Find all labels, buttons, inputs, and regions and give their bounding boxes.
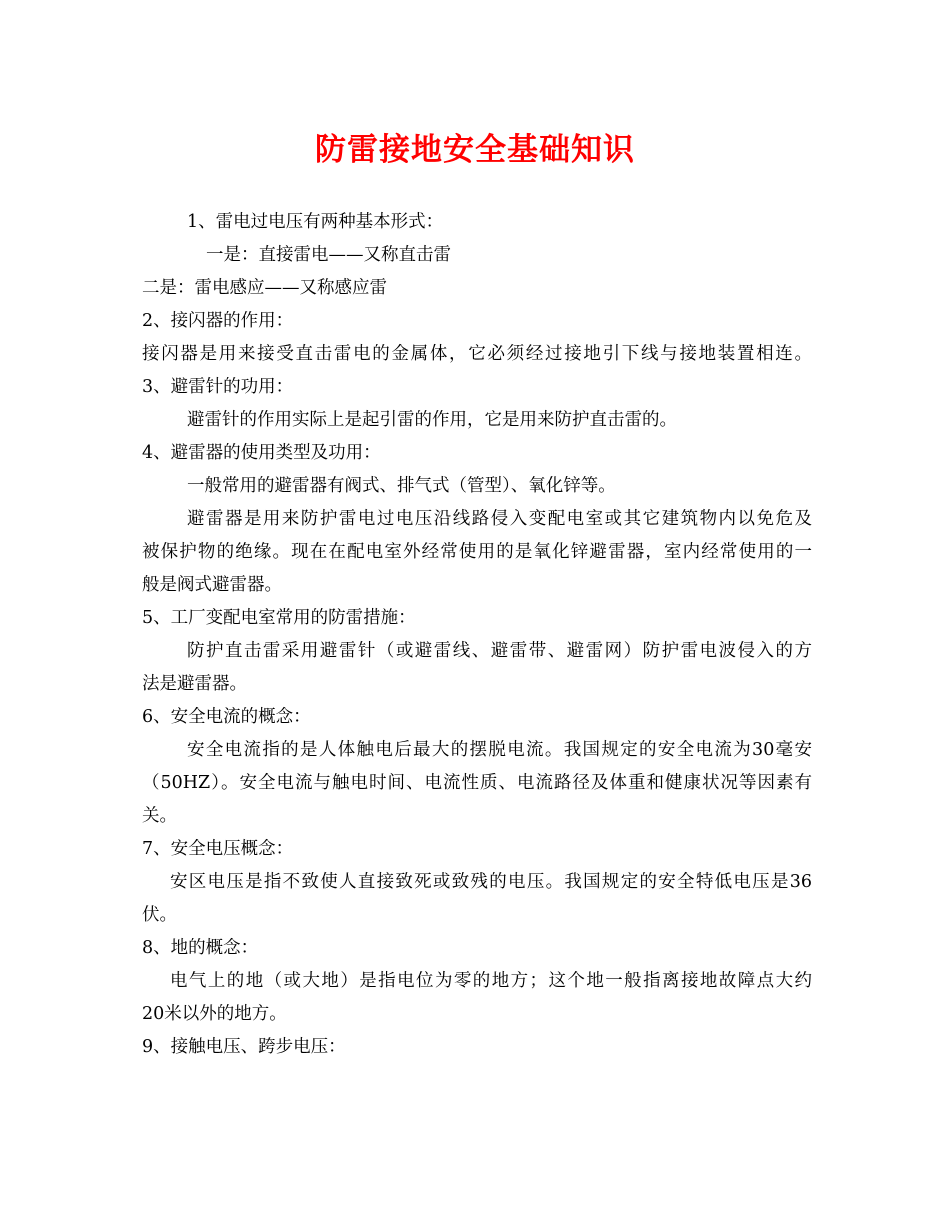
paragraph-line: 二是：雷电感应——又称感应雷	[142, 278, 387, 298]
paragraph-line: 避雷器是用来防护雷电过电压沿线路侵入变配电室或其它建筑物内以免危及	[187, 509, 812, 529]
paragraph-line: 被保护物的绝缘。现在在配电室外经常使用的是氧化锌避雷器，室内经常使用的一	[142, 542, 812, 562]
section-heading-6: 6、安全电流的概念：	[142, 707, 311, 727]
paragraph-line: 接闪器是用来接受直击雷电的金属体，它必须经过接地引下线与接地装置相连。	[142, 344, 812, 364]
paragraph-line: 关。	[142, 806, 177, 826]
paragraph-line: 电气上的地（或大地）是指电位为零的地方；这个地一般指离接地故障点大约	[170, 971, 812, 991]
paragraph-line: 一是：直接雷电——又称直击雷	[206, 245, 451, 265]
section-heading-9: 9、接触电压、跨步电压：	[142, 1037, 346, 1057]
section-heading-7: 7、安全电压概念：	[142, 839, 294, 859]
section-heading-1: 1、雷电过电压有两种基本形式：	[187, 212, 444, 232]
paragraph-line: 法是避雷器。	[142, 674, 247, 694]
paragraph-line: 20米以外的地方。	[142, 1004, 287, 1024]
paragraph-line: 一般常用的避雷器有阀式、排气式（管型）、氧化锌等。	[187, 476, 616, 496]
paragraph-line: 伏。	[142, 905, 177, 925]
document-title: 防雷接地安全基础知识	[315, 132, 635, 168]
section-heading-2: 2、接闪器的作用：	[142, 311, 294, 331]
paragraph-line: 般是阀式避雷器。	[142, 575, 282, 595]
paragraph-line: 防护直击雷采用避雷针（或避雷线、避雷带、避雷网）防护雷电波侵入的方	[187, 641, 812, 661]
section-heading-5: 5、工厂变配电室常用的防雷措施：	[142, 608, 416, 628]
document-body	[142, 206, 812, 1064]
paragraph-line: 避雷针的作用实际上是起引雷的作用，它是用来防护直击雷的。	[187, 410, 677, 430]
section-heading-8: 8、地的概念：	[142, 938, 259, 958]
paragraph-line: 安全电流指的是人体触电后最大的摆脱电流。我国规定的安全电流为30毫安	[187, 740, 812, 760]
paragraph-line: （50HZ）。安全电流与触电时间、电流性质、电流路径及体重和健康状况等因素有	[142, 773, 812, 793]
section-heading-3: 3、避雷针的功用：	[142, 377, 294, 397]
paragraph-line: 安区电压是指不致使人直接致死或致残的电压。我国规定的安全特低电压是36	[170, 872, 812, 892]
section-heading-4: 4、避雷器的使用类型及功用：	[142, 443, 381, 463]
